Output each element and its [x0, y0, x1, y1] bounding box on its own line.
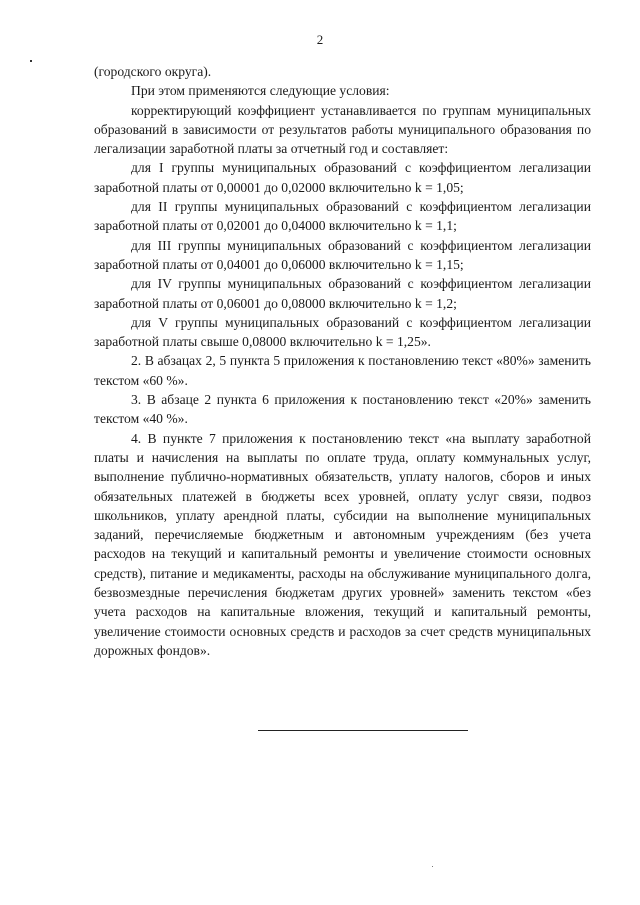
closing-rule [258, 730, 468, 731]
paragraph-group-5: для V группы муниципальных образований с коэффициентом легализации заработной платы свыше 0,08000 включительно k = 1,25». [94, 314, 591, 350]
page-number: 2 [316, 32, 324, 47]
paragraph-group-4: для IV группы муниципальных образований с коэффициентом легализации заработной платы от 0,06001 до 0,08000 включительно k = 1,2; [94, 276, 591, 311]
paragraph-group-3: для III группы муниципальных образований с коэффициентом легализации заработной платы от 0,04001 до 0,06000 включительно k = 1,15; [94, 237, 591, 272]
paragraph-group-1: для I группы муниципальных образований с коэффициентом легализации заработной платы от 0,00001 до 0,02000 включительно k = 1,05; [94, 160, 591, 195]
paragraph-conditions-intro: При этом применяются следующие условия: [131, 83, 390, 99]
paragraph-continuation: (городского округа). [94, 64, 212, 79]
scan-speck [432, 866, 433, 867]
scan-dot [30, 60, 32, 62]
document-body [94, 62, 591, 660]
paragraph-item-4: 4. В пункте 7 приложения к постановлению текст «на выплату заработной платы и начисления на выплаты по оплате труда, оплату коммунальных услуг, выполнение публично-нормативных обязательств, уплату налогов, сборов и иных обязательных платежей в бюджеты всех уровней, оплату услуг связи, подвоз школьников, уплату арендной платы, субсидии на выполнение муниципальных заданий, перечисляемые бюджетным и автономным учреждениям (без учета расходов на текущий и капитальный ремонты и увеличение стоимости основных средств), питание и медикаменты, расходы на обслуживание муниципального долга, безвозмездные перечисления бюджетам других уровней» заменить текстом «без учета расходов на капитальные вложения, текущий и капитальный ремонты, увеличение стоимости основных средств и расходов за счет средств муниципальных дорожных фондов». [94, 430, 591, 658]
paragraph-group-2: для II группы муниципальных образований с коэффициентом легализации заработной платы от 0,02001 до 0,04000 включительно k = 1,1; [94, 199, 591, 234]
paragraph-item-3: 3. В абзаце 2 пункта 6 приложения к постановлению текст «20%» заменить текстом «40 %». [94, 392, 591, 427]
paragraph-coefficient-rule: корректирующий коэффициент устанавливается по группам муниципальных образований в зависимости от результатов работы муниципального образования по легализации заработной платы за отчетный год и составляет: [94, 102, 591, 157]
paragraph-item-2: 2. В абзацах 2, 5 пункта 5 приложения к постановлению текст «80%» заменить текстом «60 %». [94, 353, 591, 388]
